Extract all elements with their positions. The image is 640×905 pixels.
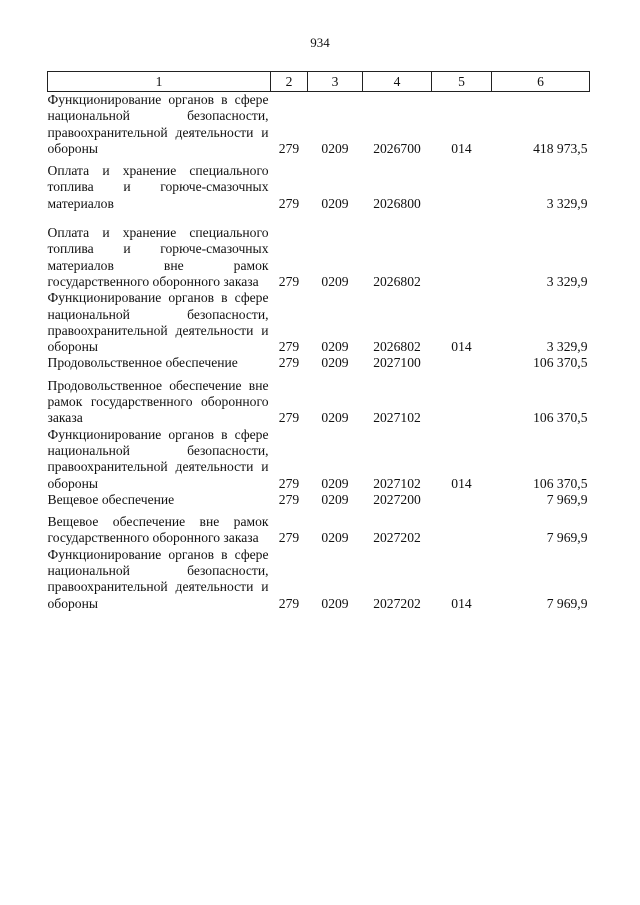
- table-row: [48, 372, 590, 427]
- row-description: Продовольственное обеспечение вне рамок государственного оборонного заказа: [47, 377, 269, 426]
- row-description: Продовольственное обеспечение: [47, 355, 238, 371]
- row-expense-type: [432, 492, 492, 508]
- row-expense-type: 014: [451, 595, 472, 611]
- row-amount: 3 329,9: [546, 273, 588, 289]
- row-ministry: 279: [278, 410, 300, 426]
- table-row: [48, 508, 590, 547]
- row-description: Оплата и хранение специального топлива и горюче-смазочных материалов вне рамок государственного оборонного заказа: [47, 225, 269, 289]
- row-section: 0209: [321, 475, 349, 491]
- row-amount: 3 329,9: [546, 195, 588, 211]
- row-amount: 7 969,9: [546, 530, 588, 546]
- table-row: [48, 212, 590, 290]
- row-section: 0209: [321, 530, 349, 546]
- row-description: Оплата и хранение специального топлива и горюче-смазочных материалов: [47, 163, 269, 211]
- row-ministry: 279: [278, 195, 300, 211]
- row-ministry: 279: [278, 595, 300, 611]
- row-description: Вещевое обеспечение вне рамок государственного оборонного заказа: [47, 514, 269, 546]
- row-expense-type: [432, 372, 492, 427]
- row-section: 0209: [321, 595, 349, 611]
- table-row: [48, 547, 590, 612]
- row-description: Функционирование органов в сфере национальной безопасности, правоохранительной деятельности и обороны: [47, 290, 269, 355]
- header-row: [48, 72, 590, 92]
- row-section: 0209: [321, 339, 349, 355]
- row-ministry: 279: [278, 339, 300, 355]
- row-section: 0209: [321, 410, 349, 426]
- row-expense-type: 014: [451, 140, 472, 156]
- row-expense-type: [432, 157, 492, 212]
- row-expense-type: [432, 508, 492, 547]
- row-description: Функционирование органов в сфере национальной безопасности, правоохранительной деятельности и обороны: [47, 546, 269, 611]
- row-target: 2026802: [373, 339, 421, 355]
- table-row: [48, 355, 590, 371]
- header-col-4: 4: [363, 72, 432, 92]
- table-row: [48, 492, 590, 508]
- row-amount: 7 969,9: [546, 491, 588, 507]
- row-target: 2026800: [373, 195, 421, 211]
- row-ministry: 279: [278, 273, 300, 289]
- row-target: 2027202: [373, 595, 421, 611]
- table-row: [48, 290, 590, 355]
- row-amount: 3 329,9: [546, 339, 588, 355]
- row-ministry: 279: [278, 530, 300, 546]
- table-row: [48, 92, 590, 158]
- row-ministry: 279: [278, 491, 300, 507]
- row-section: 0209: [321, 140, 349, 156]
- header-col-1: 1: [48, 72, 271, 92]
- row-target: 2027202: [373, 530, 421, 546]
- row-section: 0209: [321, 355, 349, 371]
- row-target: 2027100: [373, 355, 421, 371]
- row-expense-type: [432, 355, 492, 371]
- row-section: 0209: [321, 195, 349, 211]
- row-description: Функционирование органов в сфере национальной безопасности, правоохранительной деятельности и обороны: [47, 92, 269, 156]
- row-section: 0209: [321, 273, 349, 289]
- row-target: 2026802: [373, 273, 421, 289]
- row-target: 2027102: [373, 475, 421, 491]
- row-ministry: 279: [278, 140, 300, 156]
- row-amount: 106 370,5: [533, 410, 588, 426]
- table-row: [48, 157, 590, 212]
- row-target: 2026700: [373, 140, 421, 156]
- row-expense-type: 014: [451, 475, 472, 491]
- page-number: 934: [310, 35, 330, 50]
- row-expense-type: 014: [451, 339, 472, 355]
- row-amount: 418 973,5: [533, 140, 588, 156]
- row-amount: 106 370,5: [533, 475, 588, 491]
- budget-table: [47, 71, 590, 612]
- header-col-5: 5: [432, 72, 492, 92]
- row-description: Вещевое обеспечение: [47, 491, 175, 507]
- row-ministry: 279: [278, 475, 300, 491]
- row-ministry: 279: [278, 355, 300, 371]
- row-target: 2027102: [373, 410, 421, 426]
- row-section: 0209: [321, 491, 349, 507]
- row-amount: 7 969,9: [546, 595, 588, 611]
- header-col-2: 2: [271, 72, 308, 92]
- table-row: [48, 427, 590, 492]
- header-col-3: 3: [308, 72, 363, 92]
- row-description: Функционирование органов в сфере национальной безопасности, правоохранительной деятельности и обороны: [47, 426, 269, 491]
- header-col-6: 6: [492, 72, 590, 92]
- row-expense-type: [432, 212, 492, 290]
- row-amount: 106 370,5: [533, 355, 588, 371]
- row-target: 2027200: [373, 491, 421, 507]
